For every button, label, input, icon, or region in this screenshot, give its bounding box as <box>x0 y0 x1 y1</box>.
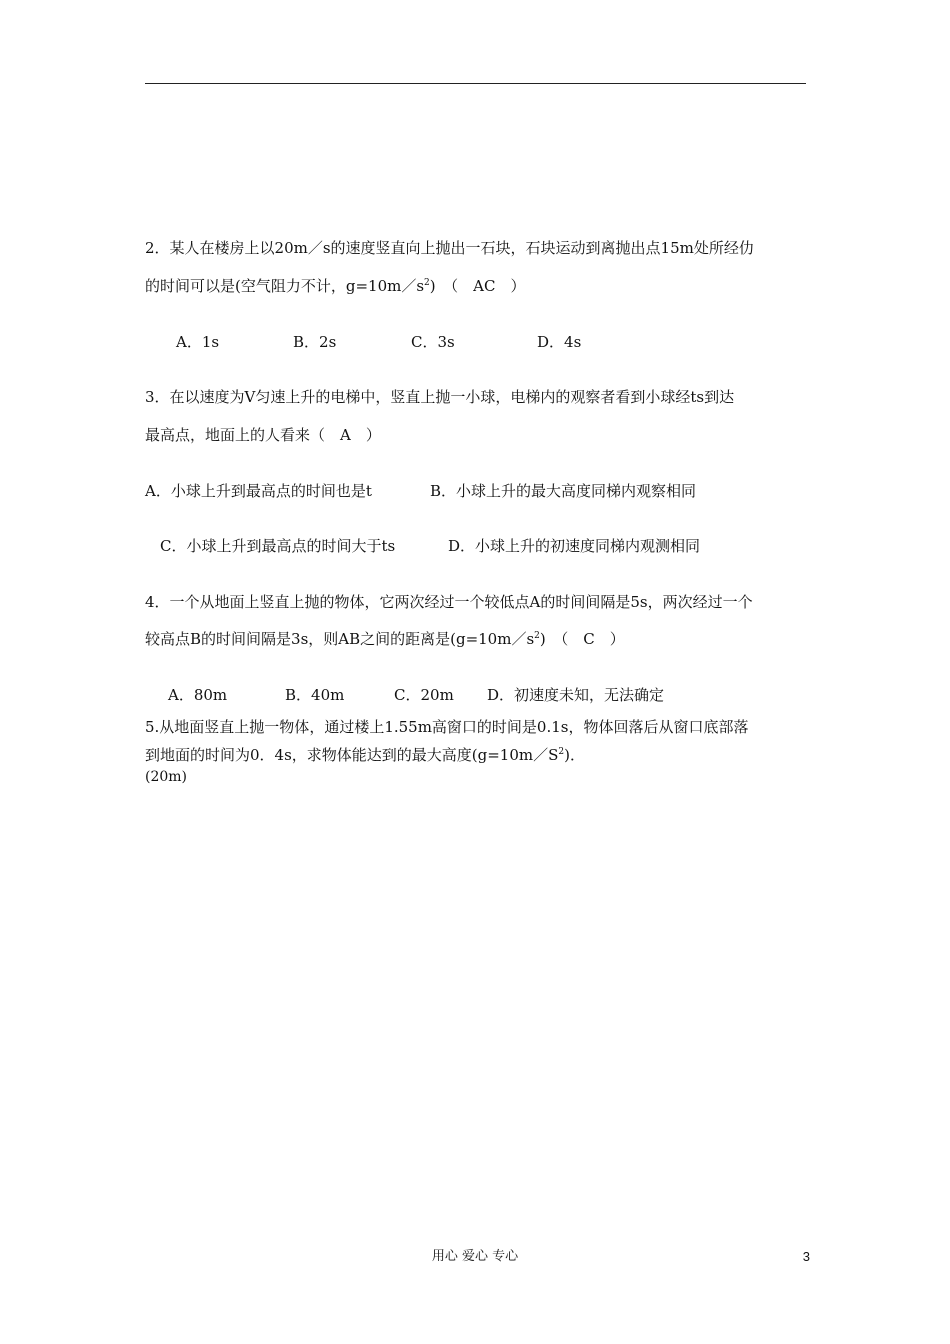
q3-option-a: A．小球上升到最高点的时间也是t <box>145 482 372 500</box>
q3-option-b: B．小球上升的最大高度同梯内观察相同 <box>430 482 697 500</box>
q5-line-2-text: 到地面的时间为0．4s，求物体能达到的最大高度(g=10m／S <box>145 746 559 764</box>
q5-answer: (20m) <box>145 769 188 785</box>
q4-superscript: 2 <box>534 631 540 641</box>
q3-option-d: D．小球上升的初速度同梯内观测相同 <box>448 537 701 555</box>
q2-line-2-answer: ) （ AC ） <box>429 277 526 295</box>
q3-line-2: 最高点，地面上的人看来（ A ） <box>145 426 381 444</box>
q5-line-2-end: )． <box>564 746 585 764</box>
q4-option-a: A．80m <box>168 686 228 704</box>
q2-option-d: D．4s <box>537 333 582 351</box>
q2-option-a: A．1s <box>176 333 220 351</box>
q2-line-2 <box>145 276 525 296</box>
q4-option-c: C．20m <box>394 686 454 704</box>
q2-line-2-text: 的时间可以是(空气阻力不计，g=10m／s <box>145 277 425 295</box>
q4-option-d: D．初速度未知，无法确定 <box>487 686 665 704</box>
header-rule <box>145 83 806 84</box>
q5-line-1: 5.从地面竖直上抛一物体，通过楼上1.55m高窗口的时间是0.1s，物体回落后从窗口底部落 <box>145 718 749 736</box>
q2-superscript: 2 <box>424 278 430 288</box>
q4-option-b: B．40m <box>285 686 345 704</box>
footer-text: 用心 爱心 专心 <box>431 1249 519 1264</box>
q5-superscript: 2 <box>558 747 565 757</box>
page-number: 3 <box>802 1249 810 1264</box>
q4-line-2 <box>145 629 625 649</box>
q3-option-c: C．小球上升到最高点的时间大于ts <box>160 537 396 555</box>
q4-line-2-answer: ) （ C ） <box>539 630 625 648</box>
q5-line-2 <box>145 745 585 765</box>
q2-option-b: B．2s <box>293 333 337 351</box>
q2-line-1: 2．某人在楼房上以20m／s的速度竖直向上抛出一石块，石块运动到离抛出点15m处所经仂 <box>145 239 754 257</box>
q2-option-c: C．3s <box>411 333 455 351</box>
q4-line-2-text: 较高点B的时间间隔是3s，则AB之间的距离是(g=10m／s <box>145 630 535 648</box>
q4-line-1: 4．一个从地面上竖直上抛的物体，它两次经过一个较低点A的时间间隔是5s，两次经过一个 <box>145 593 753 611</box>
q3-line-1: 3．在以速度为V匀速上升的电梯中，竖直上抛一小球，电梯内的观察者看到小球经ts到达 <box>145 388 735 406</box>
